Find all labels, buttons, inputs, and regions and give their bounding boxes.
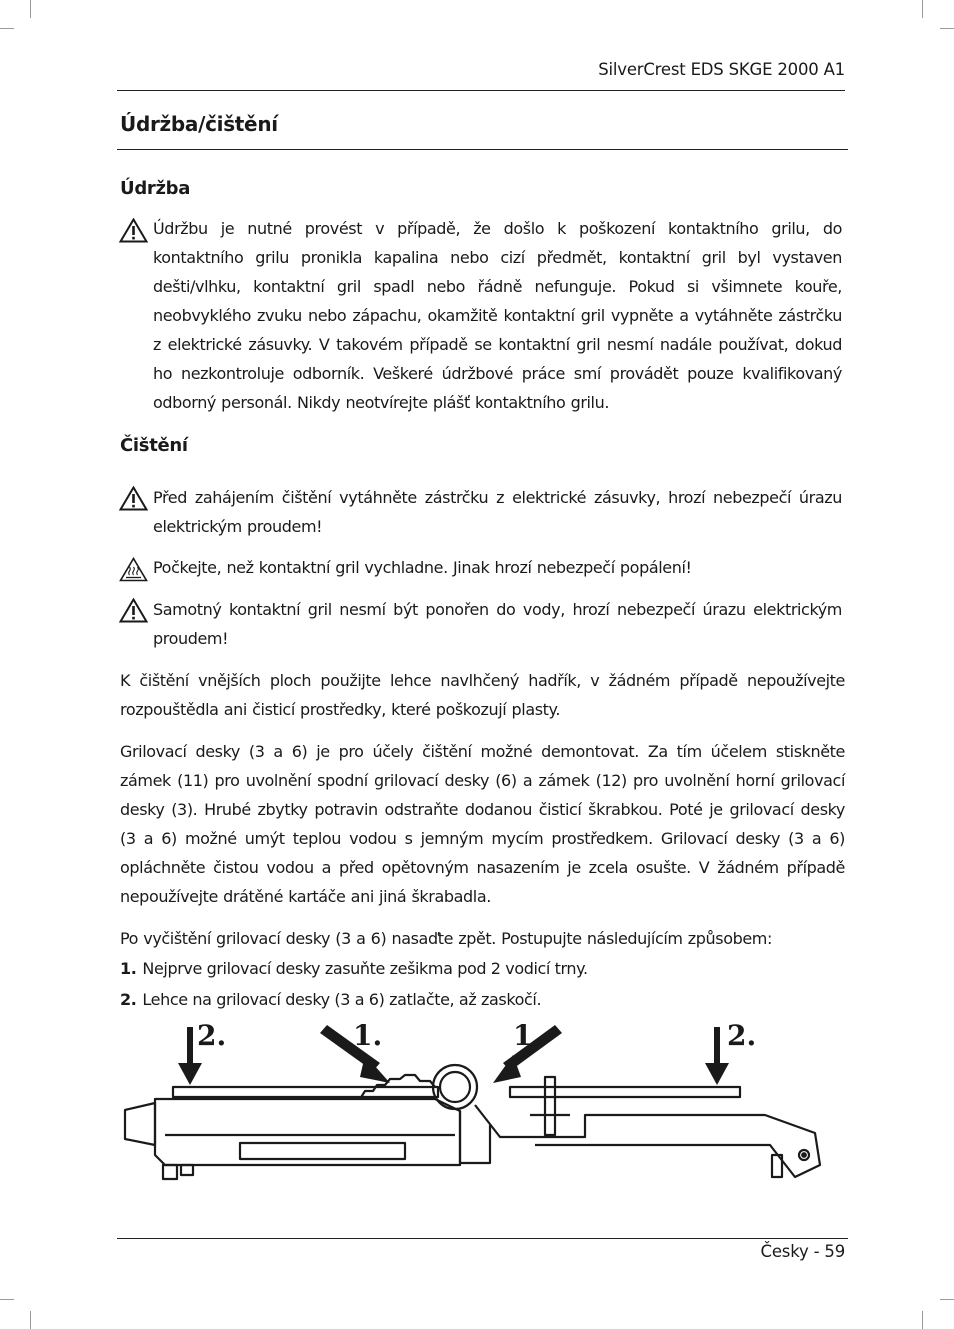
page-header-product: SilverCrest EDS SKGE 2000 A1: [598, 60, 845, 79]
maintenance-warning-text: Údržbu je nutné provést v případě, že došlo k poškození kontaktního grilu, do kontaktního grilu pronikla kapalina nebo cizí předmět, kontaktní gril byl vystaven dešti/vlhku, kontaktní gril spadl nebo řádně nefunguje. Pokud si všimnete kouře, neobvyklého zvuku nebo zápachu, okamžitě kontaktní gril vypněte a vytáhněte zástrčku z elektrické zásuvky. V takovém případě se kontaktní gril nesmí nadále používat, dokud ho nezkontroluje odborník. Veškeré údržbové práce smí provádět pouze kvalifikovaný odborný personál. Nikdy neotvírejte plášť kontaktního grilu.: [153, 219, 842, 412]
step-item: [120, 985, 541, 1014]
figure-label-step: 2.: [727, 1019, 757, 1052]
figure-label-step: 2.: [197, 1019, 227, 1052]
cleaning-warning-water: Samotný kontaktní gril nesmí být ponořen do vody, hrozí nebezpečí úrazu elektrickým proudem!: [153, 600, 842, 648]
arrow-down-right: [705, 1027, 729, 1085]
step-number: 2.: [120, 990, 137, 1009]
warning-triangle-icon: [119, 486, 148, 511]
section-title-maintenance: Údržba: [120, 178, 191, 199]
crop-mark: [922, 0, 923, 18]
cleaning-reinsert-paragraph: Po vyčištění grilovací desky (3 a 6) nasaďte zpět. Postupujte následujícím způsobem:: [120, 929, 772, 948]
crop-mark: [0, 28, 14, 29]
chapter-rule: [117, 149, 848, 150]
warning-triangle-icon: [119, 218, 148, 243]
figure-label-step: 1.: [353, 1019, 383, 1052]
cleaning-warning-electric: Před zahájením čištění vytáhněte zástrčku z elektrické zásuvky, hrozí nebezpečí úrazu elektrickým proudem!: [153, 488, 842, 536]
footer-language: Česky -: [760, 1242, 820, 1261]
page-number: 59: [824, 1242, 845, 1261]
crop-mark: [922, 1311, 923, 1329]
cleaning-outer-paragraph: K čištění vnějších ploch použijte lehce navlhčený hadřík, v žádném případě nepoužívejte rozpouštědla ani čisticí prostředky, které poškozují plasty.: [120, 671, 845, 719]
grill-plate-insertion-figure: [115, 1015, 835, 1195]
header-rule: [117, 90, 845, 91]
cleaning-warning-hot: Počkejte, než kontaktní gril vychladne. Jinak hrozí nebezpečí popálení!: [153, 558, 692, 577]
step-item: [120, 954, 588, 983]
crop-mark: [30, 0, 31, 18]
crop-mark: [940, 28, 954, 29]
section-title-cleaning: Čištění: [120, 435, 188, 456]
crop-mark: [30, 1311, 31, 1329]
figure-label-step: 1.: [513, 1019, 543, 1052]
warning-triangle-icon: [119, 598, 148, 623]
hot-surface-icon: [119, 557, 148, 582]
step-text: Lehce na grilovací desky (3 a 6) zatlačte, až zaskočí.: [142, 990, 542, 1009]
chapter-title: Údržba/čištění: [120, 112, 278, 136]
footer-rule: [117, 1238, 848, 1239]
page-footer: [117, 1242, 845, 1261]
step-number: 1.: [120, 959, 137, 978]
crop-mark: [940, 1299, 954, 1300]
step-text: Nejprve grilovací desky zasuňte zešikma pod 2 vodicí trny.: [142, 959, 588, 978]
crop-mark: [0, 1299, 14, 1300]
cleaning-plates-paragraph: Grilovací desky (3 a 6) je pro účely čištění možné demontovat. Za tím účelem stiskněte zámek (11) pro uvolnění spodní grilovací desky (6) a zámek (12) pro uvolnění horní grilovací desky (3). Hrubé zbytky potravin odstraňte dodanou čisticí škrabkou. Poté je grilovací desky (3 a 6) možné umýt teplou vodou s jemným mycím prostředkem. Grilovací desky (3 a 6) opláchněte čistou vodou a před opětovným nasazením je zcela osušte. V žádném případě nepoužívejte drátěné kartáče ani jiná škrabadla.: [120, 742, 845, 906]
